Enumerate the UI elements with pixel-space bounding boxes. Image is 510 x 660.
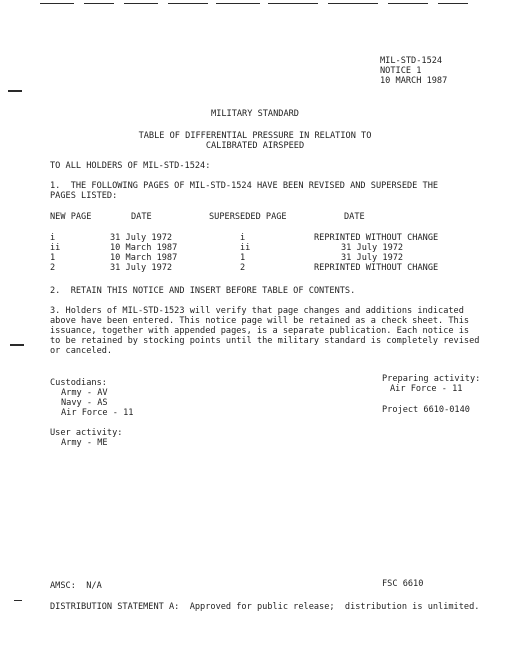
- custodians-label: Custodians:: [50, 378, 107, 388]
- punch-mark: [14, 600, 22, 601]
- table-header-date: DATE: [131, 212, 152, 222]
- scan-mark: [438, 3, 468, 4]
- paragraph-2: 2. RETAIN THIS NOTICE AND INSERT BEFORE TABLE OF CONTENTS.: [50, 286, 356, 296]
- cell-superseded-date: REPRINTED WITHOUT CHANGE: [314, 263, 439, 273]
- table-header-superseded-page: SUPERSEDED PAGE: [209, 212, 287, 222]
- custodian-item: Navy - AS: [61, 398, 108, 408]
- user-activity-label: User activity:: [50, 428, 123, 438]
- paragraph-3: 3. Holders of MIL-STD-1523 will verify that page changes and additions indicated above have been entered. This notice page will be retained as a check sheet. This issuance, together with appended pages, is a separate publication. Each notice is to be retained by stocking points until the military standard is completely revised or canceled.: [50, 306, 480, 356]
- cell-superseded-date: REPRINTED WITHOUT CHANGE: [314, 233, 439, 243]
- scan-mark: [40, 3, 74, 4]
- scan-mark: [216, 3, 260, 4]
- cell-superseded-page: ii: [240, 243, 251, 253]
- scan-mark: [388, 3, 428, 4]
- project-number: Project 6610-0140: [382, 405, 470, 415]
- document-id: MIL-STD-1524: [380, 56, 443, 66]
- cell-date: 10 March 1987: [110, 253, 178, 263]
- document-title-line1: TABLE OF DIFFERENTIAL PRESSURE IN RELATION TO: [138, 131, 372, 141]
- notice-number: NOTICE 1: [380, 66, 422, 76]
- scan-mark: [328, 3, 378, 4]
- document-title-line2: CALIBRATED AIRSPEED: [205, 141, 305, 151]
- scan-mark: [84, 3, 114, 4]
- preparing-activity-value: Air Force - 11: [390, 384, 463, 394]
- custodian-item: Air Force - 11: [61, 408, 134, 418]
- table-header-date-2: DATE: [344, 212, 365, 222]
- punch-mark: [8, 90, 22, 92]
- salutation: TO ALL HOLDERS OF MIL-STD-1524:: [50, 161, 211, 171]
- cell-superseded-date: 31 July 1972: [341, 243, 404, 253]
- notice-date: 10 MARCH 1987: [380, 76, 448, 86]
- scan-mark: [168, 3, 208, 4]
- paragraph-1-line2: PAGES LISTED:: [50, 191, 118, 201]
- cell-superseded-page: 2: [240, 263, 246, 273]
- cell-superseded-page: 1: [240, 253, 246, 263]
- cell-superseded-date: 31 July 1972: [341, 253, 404, 263]
- fsc-code: FSC 6610: [382, 579, 424, 589]
- user-activity-item: Army - ME: [61, 438, 108, 448]
- preparing-activity-label: Preparing activity:: [382, 374, 481, 384]
- cell-new-page: i: [50, 233, 56, 243]
- cell-new-page: 2: [50, 263, 56, 273]
- amsc: AMSC: N/A: [50, 581, 102, 591]
- distribution-statement: DISTRIBUTION STATEMENT A: Approved for public release; distribution is unlimited.: [50, 602, 480, 612]
- punch-mark: [10, 344, 24, 346]
- paragraph-1-line1: 1. THE FOLLOWING PAGES OF MIL-STD-1524 HAVE BEEN REVISED AND SUPERSEDE THE: [50, 181, 439, 191]
- cell-new-page: 1: [50, 253, 56, 263]
- cell-new-page: ii: [50, 243, 61, 253]
- cell-date: 10 March 1987: [110, 243, 178, 253]
- cell-superseded-page: i: [240, 233, 246, 243]
- cell-date: 31 July 1972: [110, 233, 173, 243]
- custodian-item: Army - AV: [61, 388, 108, 398]
- table-header-new-page: NEW PAGE: [50, 212, 92, 222]
- standard-title: MILITARY STANDARD: [211, 109, 299, 119]
- cell-date: 31 July 1972: [110, 263, 173, 273]
- scan-mark: [268, 3, 318, 4]
- scan-mark: [124, 3, 158, 4]
